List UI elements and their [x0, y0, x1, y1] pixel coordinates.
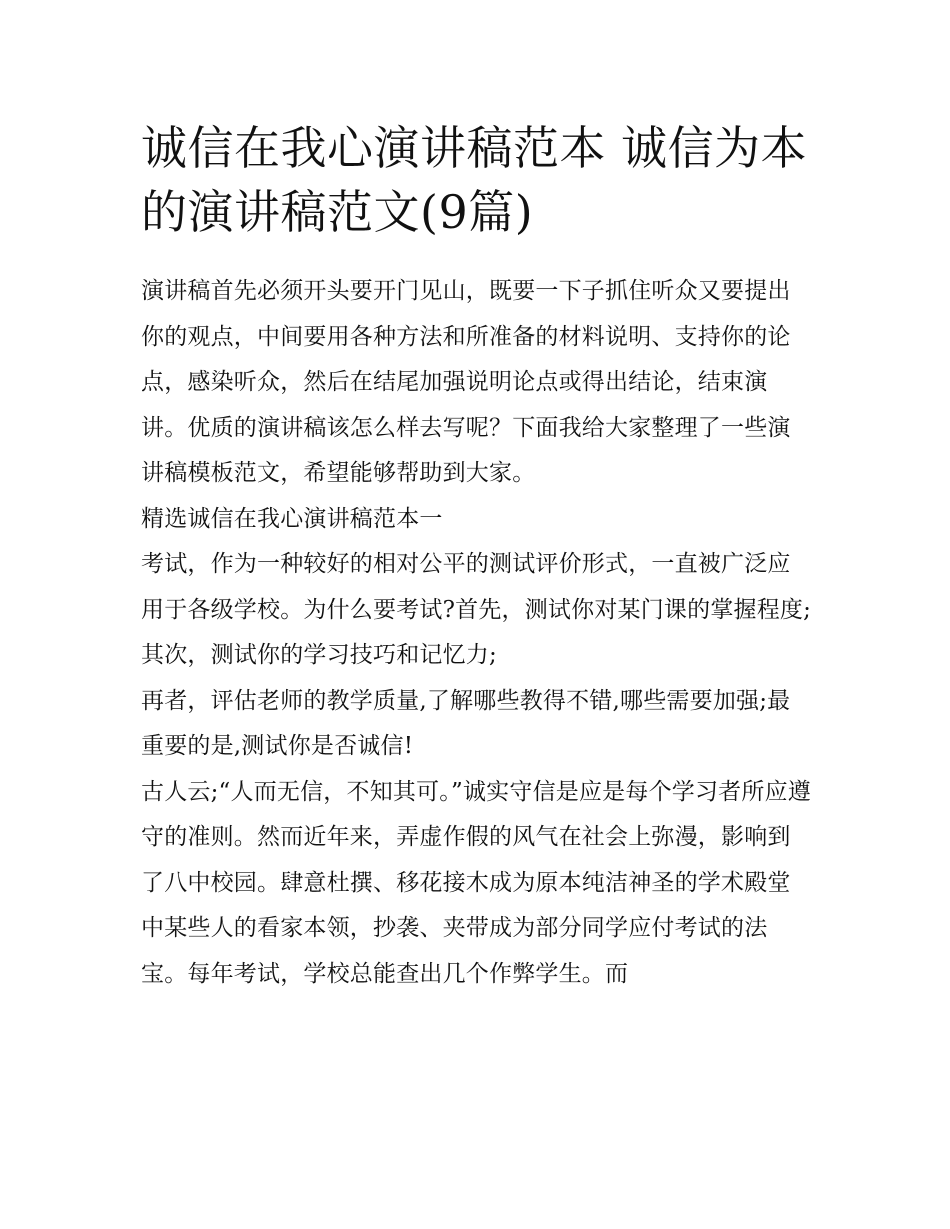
document-title: 诚信在我心演讲稿范本 诚信为本的演讲稿范文(9篇)	[141, 121, 808, 239]
body-paragraph: 古人云;“人而无信，不知其可。”诚实守信是应是每个学习者所应遵守的准则。然而近年来，弄虚作假的风气在社会上弥漫，影响到了八中校园。肆意杜撰、移花接木成为原本纯洁神圣的学术殿堂中某些人的看家本领，抄袭、夹带成为部分同学应付考试的法宝。每年考试，学校总能查出几个作弊学生。而	[141, 778, 811, 987]
body-paragraph: 考试，作为一种较好的相对公平的测试评价形式，一直被广泛应用于各级学校。为什么要考试?首先，测试你对某门课的掌握程度;其次，测试你的学习技巧和记忆力;	[141, 551, 812, 668]
document-page	[141, 116, 813, 997]
document-body	[141, 269, 813, 997]
body-paragraph: 再者，评估老师的教学质量,了解哪些教得不错,哪些需要加强;最重要的是,测试你是否诚信!	[141, 687, 791, 759]
intro-paragraph: 演讲稿首先必须开头要开门见山，既要一下子抓住听众又要提出你的观点，中间要用各种方法和所准备的材料说明、支持你的论点，感染听众，然后在结尾加强说明论点或得出结论，结束演讲。优质的演讲稿该怎么样去写呢？下面我给大家整理了一些演讲稿模板范文，希望能够帮助到大家。	[141, 278, 791, 486]
section-heading: 精选诚信在我心演讲稿范本一	[141, 505, 443, 532]
